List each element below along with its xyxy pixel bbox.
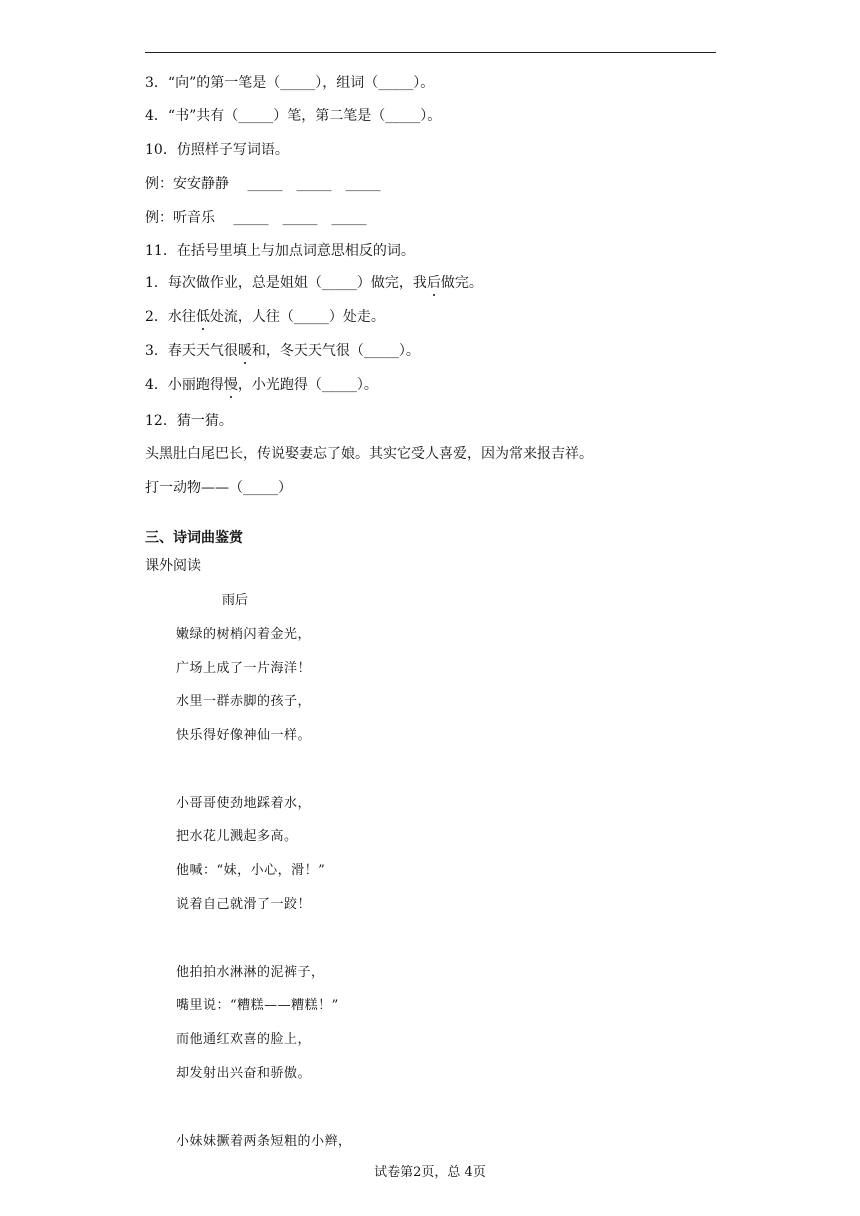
riddle-answer-line: 打一动物——（_____） [145, 480, 292, 496]
page-footer: 试卷第2页，总 4页 [374, 1165, 486, 1180]
poem-line: 他拍拍水淋淋的泥裤子， [176, 965, 325, 980]
dotted-word: 暖 [237, 343, 252, 359]
header-rule [145, 52, 716, 53]
poem-line: 他喊：“妹，小心，滑！” [176, 863, 326, 878]
poem-line: 广场上成了一片海洋！ [176, 661, 312, 676]
antonym-item-4: 4．小丽跑得慢，小光跑得（_____）。 [145, 377, 378, 393]
example-line-1: 例：安安静静 _____ _____ _____ [145, 176, 381, 192]
antonym-item-3: 3．春天天气很暖和，冬天天气很（_____）。 [145, 343, 420, 359]
dotted-word: 后 [426, 275, 441, 291]
poem-line: 把水花儿溅起多高。 [176, 829, 298, 844]
question-3-line: 3．“向”的第一笔是（_____），组词（_____）。 [145, 75, 435, 91]
poem-line: 嫩绿的树梢闪着金光， [176, 627, 312, 642]
poem-line: 快乐得好像神仙一样。 [176, 728, 312, 743]
question-4-line: 4．“书”共有（_____）笔，第二笔是（_____）。 [145, 108, 442, 124]
poem-line: 水里一群赤脚的孩子， [176, 694, 312, 709]
example-line-2: 例：听音乐 _____ _____ _____ [145, 210, 367, 226]
section-heading: 三、诗词曲鉴赏 [145, 530, 243, 546]
poem-line: 而他通红欢喜的脸上， [176, 1032, 312, 1047]
poem-line: 嘴里说：“糟糕——糟糕！” [176, 998, 339, 1013]
poem-title: 雨后 [222, 593, 249, 608]
question-12-heading: 12．猜一猜。 [145, 413, 233, 429]
question-11-heading: 11．在括号里填上与加点词意思相反的词。 [145, 243, 415, 259]
antonym-item-2: 2．水往低处流，人往（_____）处走。 [145, 309, 385, 325]
dotted-word: 慢 [223, 377, 238, 393]
poem-line: 说着自己就滑了一跤！ [176, 897, 312, 912]
dotted-word: 低 [195, 309, 210, 325]
poem-line: 小妹妹撅着两条短粗的小辫， [176, 1134, 352, 1149]
poem-line: 小哥哥使劲地踩着水， [176, 796, 312, 811]
antonym-item-1: 1．每次做作业，总是姐姐（_____）做完，我后做完。 [145, 275, 483, 291]
question-10-heading: 10．仿照样子写词语。 [145, 142, 289, 158]
poem-line: 却发射出兴奋和骄傲。 [176, 1066, 312, 1081]
section-subheading: 课外阅读 [145, 558, 201, 574]
riddle-text: 头黑肚白尾巴长，传说娶妻忘了娘。其实它受人喜爱，因为常来报吉祥。 [145, 446, 593, 462]
